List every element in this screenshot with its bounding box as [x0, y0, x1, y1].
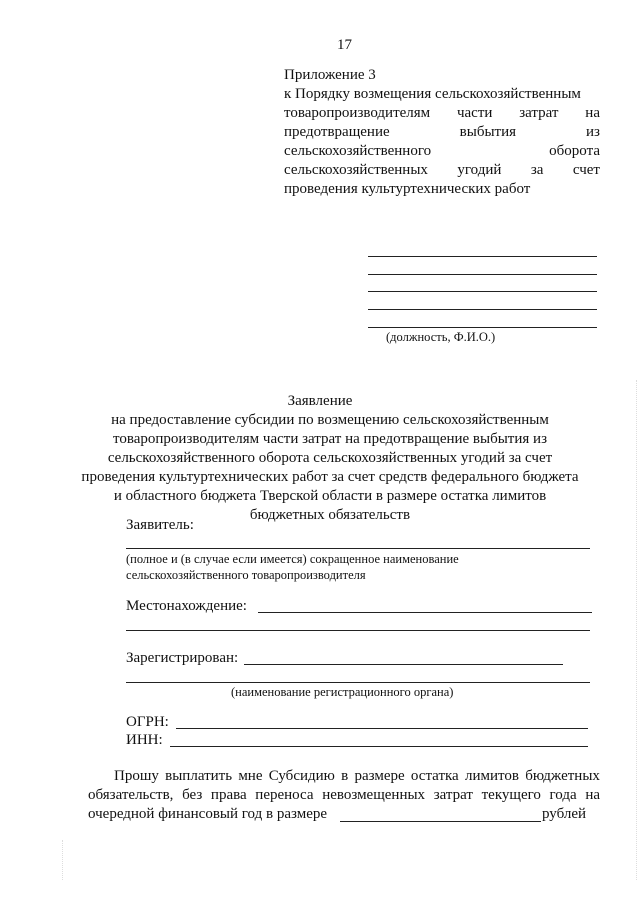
request-word: невозмещенных [322, 787, 426, 803]
request-word: Прошу [114, 768, 159, 784]
appendix-word: оборота [549, 143, 600, 159]
appendix-word: угодий [457, 162, 502, 178]
location-field-continued[interactable] [126, 630, 590, 631]
applicant-name-field[interactable] [126, 548, 590, 549]
request-word: обязательств, [88, 787, 174, 803]
statement-line: и областного бюджета Тверской области в размере остатка лимитов [113, 488, 547, 504]
request-word: без [182, 787, 203, 803]
request-line-1 [114, 767, 600, 786]
addressee-line-1[interactable] [368, 256, 597, 257]
appendix-title: Приложение 3 [284, 67, 376, 83]
request-word: в [341, 768, 349, 784]
applicant-note-1: (полное и (в случае если имеется) сокращенное наименование [126, 552, 459, 566]
scan-artifact [62, 840, 63, 880]
appendix-word: выбытия [459, 124, 517, 140]
registered-note: (наименование регистрационного органа) [231, 685, 454, 699]
request-word: права [210, 787, 247, 803]
appendix-line-2 [284, 104, 600, 123]
addressee-line-3[interactable] [368, 291, 597, 292]
appendix-word: из [586, 124, 600, 140]
location-field[interactable] [258, 612, 592, 613]
appendix-line-5 [284, 161, 600, 180]
appendix-word: за [530, 162, 544, 178]
appendix-word: на [585, 105, 600, 121]
statement-line: бюджетных обязательств [249, 507, 411, 523]
request-word: переноса [255, 787, 314, 803]
page-number: 17 [337, 37, 352, 53]
addressee-line-4[interactable] [368, 309, 597, 310]
appendix-word: затрат [519, 105, 559, 121]
inn-field[interactable] [170, 746, 588, 747]
appendix-word: счет [572, 162, 600, 178]
ogrn-label: ОГРН: [126, 714, 169, 730]
request-line-3-prefix: очередной финансовый год в размере [88, 806, 328, 822]
request-word: выплатить [165, 768, 233, 784]
statement-title: Заявление [287, 393, 353, 409]
applicant-label: Заявитель: [126, 517, 194, 533]
request-word: затрат [433, 787, 473, 803]
request-word: текущего [481, 787, 541, 803]
appendix-word: сельскохозяйственных [284, 162, 428, 178]
appendix-line-3 [284, 123, 600, 142]
appendix-line-4 [284, 142, 600, 161]
appendix-block [284, 66, 600, 199]
request-line-3-suffix: рублей [542, 806, 587, 822]
applicant-note-2: сельскохозяйственного товаропроизводителя [126, 568, 366, 582]
statement-line: на предоставление субсидии по возмещению сельскохозяйственным [111, 412, 549, 428]
ogrn-field[interactable] [176, 728, 588, 729]
request-word: лимитов [464, 768, 519, 784]
registered-field[interactable] [244, 664, 563, 665]
registered-label: Зарегистрирован: [126, 650, 239, 666]
request-word: года [549, 787, 577, 803]
addressee-caption: (должность, Ф.И.О.) [386, 330, 496, 344]
amount-field[interactable] [340, 821, 541, 822]
location-label: Местонахождение: [126, 598, 247, 614]
registered-field-continued[interactable] [126, 682, 590, 683]
appendix-word: предотвращение [284, 124, 390, 140]
statement-line: товаропроизводителям части затрат на предотвращение выбытия из [112, 431, 547, 447]
appendix-word: к Порядку возмещения сельскохозяйственным [284, 86, 581, 102]
statement-line: проведения культуртехнических работ за счет средств федерального бюджета [81, 469, 579, 485]
request-line-1-wrap [114, 767, 600, 786]
request-line-2 [88, 786, 600, 805]
appendix-word: товаропроизводителям [284, 105, 431, 121]
request-word: размере [354, 768, 405, 784]
request-word: остатка [410, 768, 459, 784]
appendix-line-1 [284, 85, 600, 104]
request-line-2-wrap [88, 786, 600, 805]
statement-body [60, 411, 600, 525]
appendix-word: части [456, 105, 493, 121]
addressee-line-2[interactable] [368, 274, 597, 275]
request-word: мне [238, 768, 263, 784]
scan-artifact [636, 380, 637, 880]
appendix-word: проведения культуртехнических работ [284, 181, 531, 197]
request-word: на [585, 787, 600, 803]
appendix-word: сельскохозяйственного [284, 143, 432, 159]
request-word: Субсидию [268, 768, 335, 784]
appendix-line-6 [284, 180, 600, 199]
request-word: бюджетных [525, 768, 600, 784]
statement-line: сельскохозяйственного оборота сельскохозяйственных угодий за счет [107, 450, 553, 466]
inn-label: ИНН: [126, 732, 163, 748]
addressee-line-5[interactable] [368, 327, 597, 328]
